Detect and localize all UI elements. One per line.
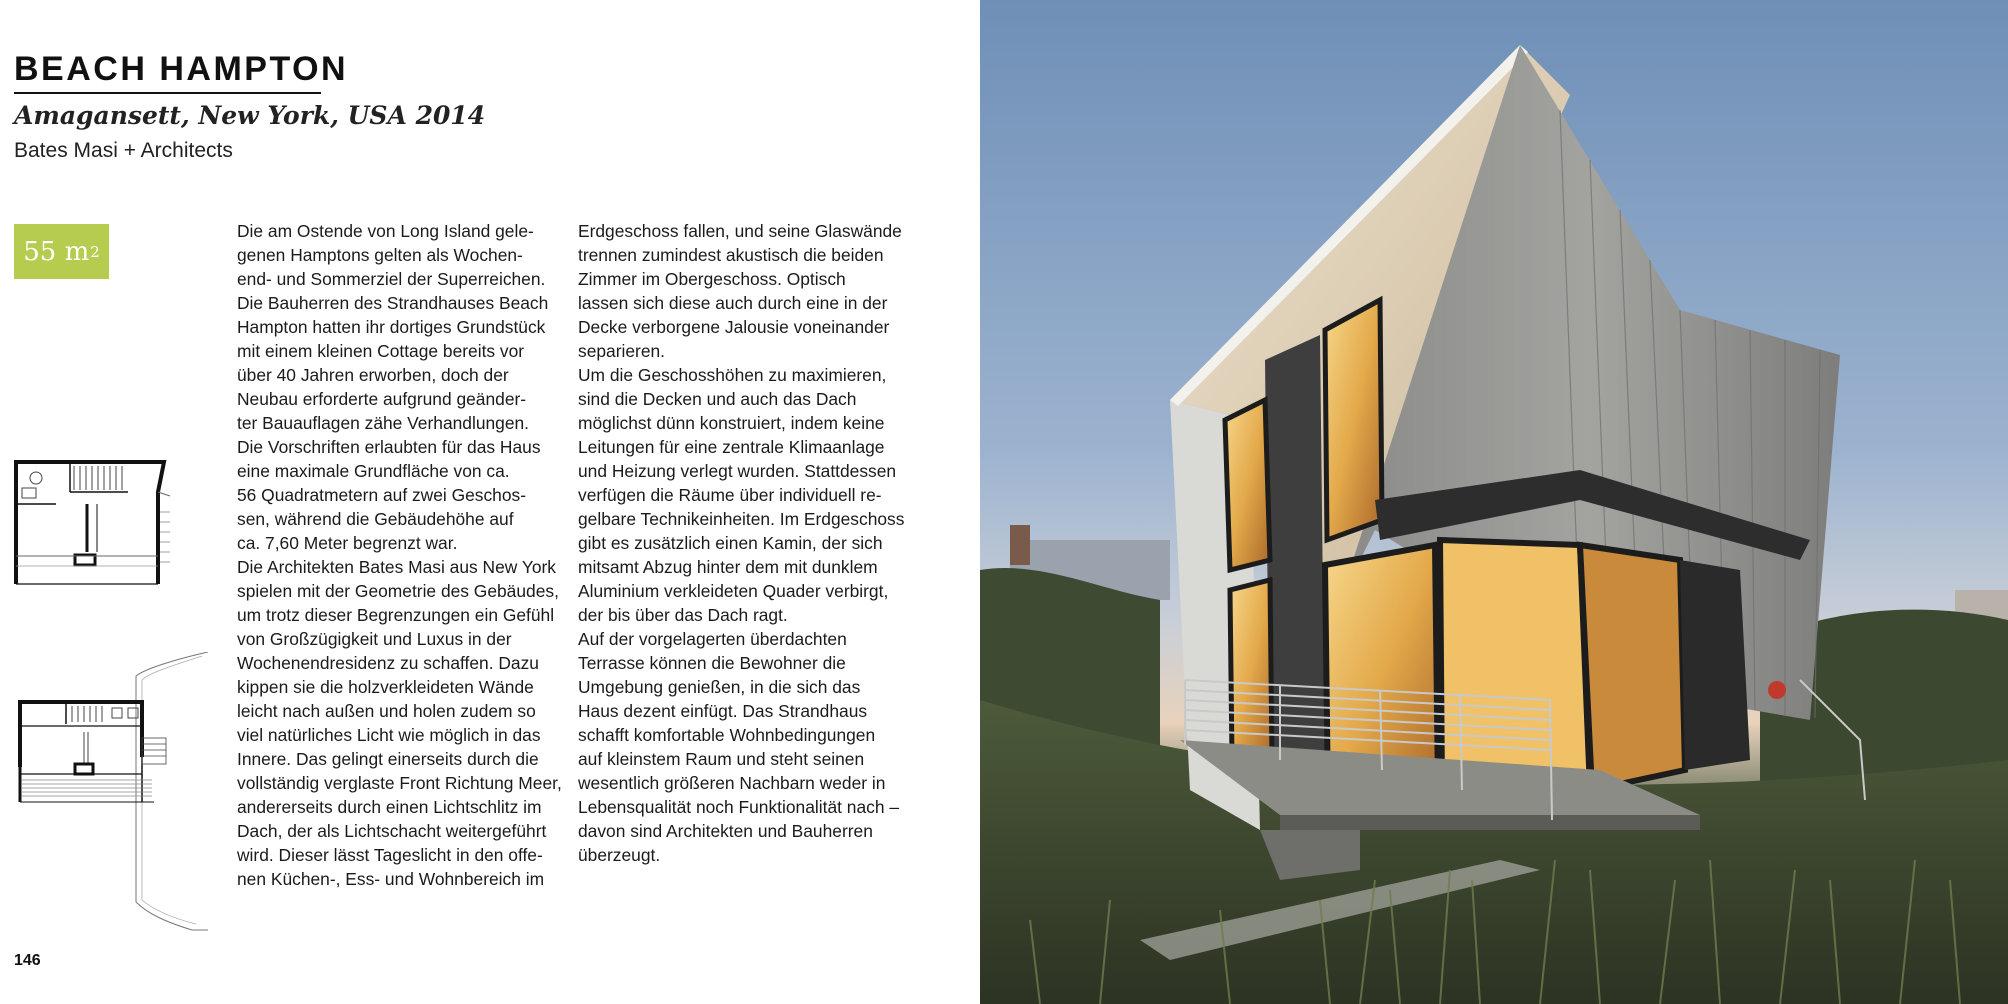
project-location-year: Amagansett, New York, USA 2014 bbox=[14, 101, 486, 130]
left-page bbox=[0, 0, 980, 1004]
project-title: BEACH HAMPTON bbox=[14, 50, 349, 88]
area-value: 55 m bbox=[23, 236, 90, 267]
floor-plan-ground-icon bbox=[16, 652, 210, 932]
body-text-column-2: Erdgeschoss fallen, und seine Glaswände trennen zumindest akustisch die beiden Zimmer im Obergeschoss. Optisch lassen sich diese auch durch eine in der Decke verborgene Jalousie voneinander separieren. Um die Geschosshöhen zu maximieren, sind die Decken und auch das Dach möglichst dünn konstruiert, indem keine Leitungen für eine zentrale Klimaanlage und Heizung verlegt wurden. Stattdessen verfügen die Räume über individuell re- gelbare Technikeinheiten. Im Erdgeschoss gibt es zusätzlich einen Kamin, der sich mitsamt Abzug hinter dem mit dunklem Aluminium verkleideten Quader verbirgt, der bis über das Dach ragt. Auf der vorgelagerten überdachten Terrasse können die Bewohner die Umgebung genießen, in die sich das Haus dezent einfügt. Das Strandhaus schafft komfortable Wohnbedingungen auf kleinstem Raum und steht seinen wesentlich größeren Nachbarn weder in Lebensqualität noch Funktionalität nach – davon sind Architekten und Bauherren überzeugt. bbox=[578, 221, 905, 865]
area-badge bbox=[14, 224, 109, 279]
page-number: 146 bbox=[14, 952, 41, 969]
architect-name: Bates Masi + Architects bbox=[14, 139, 233, 162]
title-underline bbox=[14, 92, 321, 94]
house-photo-illustration bbox=[980, 0, 2008, 1004]
body-text-column-1: Die am Ostende von Long Island gele- genen Hamptons gelten als Wochen- end- und Sommerziel der Superreichen. Die Bauherren des Strandhauses Beach Hampton hatten ihr dortiges Grundstück mit einem kleinen Cottage bereits vor über 40 Jahren erworben, doch der Neubau erforderte aufgrund geänder- ter Bauauflagen zähe Verhandlungen. Die Vorschriften erlaubten für das Haus eine maximale Grundfläche von ca. 56 Quadratmetern auf zwei Geschos- sen, während die Gebäudehöhe auf ca. 7,60 Meter begrenzt war. Die Architekten Bates Masi aus New York spielen mit der Geometrie des Gebäudes, um trotz dieser Begrenzungen ein Gefühl von Großzügigkeit und Luxus in der Wochenendresidenz zu schaffen. Dazu kippen sie die holzverkleideten Wände leicht nach außen und holen zudem so viel natürliches Licht wie möglich in das Innere. Das gelingt einerseits durch die vollständig verglaste Front Richtung Meer, andererseits durch einen Lichtschlitz im Dach, der als Lichtschacht weitergeführt wird. Dieser lässt Tageslicht in den offe- nen Küchen-, Ess- und Wohnbereich im bbox=[237, 221, 562, 889]
house-photo bbox=[980, 0, 2008, 1004]
area-unit-superscript: 2 bbox=[90, 242, 100, 261]
floor-plan-upper-icon bbox=[12, 452, 172, 587]
